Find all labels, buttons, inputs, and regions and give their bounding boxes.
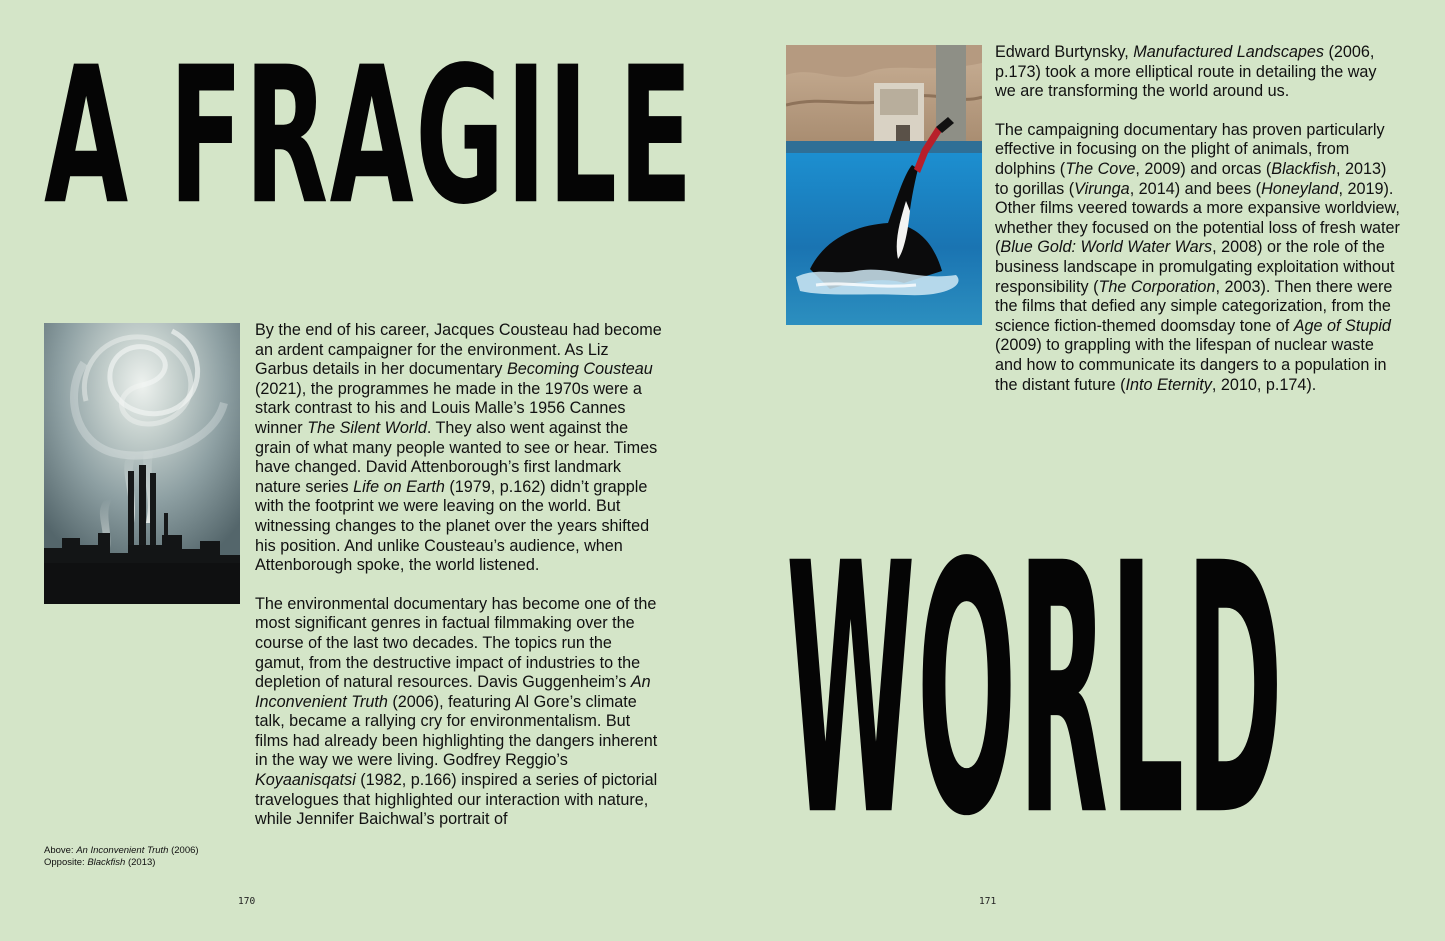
an-inconvenient-truth-image xyxy=(44,323,240,604)
film-title: Becoming Cousteau xyxy=(506,360,653,379)
left-paragraph-2 xyxy=(255,595,665,830)
text-run: (2006, p.173) took a more elliptical route in detailing the way we are transforming the world around us. xyxy=(995,43,1377,101)
text-run: , 2003). Then there were the films that defied any simple categorization, from the science fiction-themed doomsday tone of xyxy=(995,277,1393,335)
headline-line-2: WORLD xyxy=(786,491,1285,894)
text-run: , 2008) or the role of the business landscape in promulgating exploitation without responsibility ( xyxy=(995,238,1395,296)
film-title: Virunga xyxy=(1074,179,1130,198)
headline-line-1: A FRAGILE xyxy=(44,25,695,247)
film-title: Life on Earth xyxy=(353,477,445,496)
caption-year: (2013) xyxy=(125,857,156,868)
film-title: Manufactured Landscapes xyxy=(1133,43,1325,61)
film-title: Blackfish xyxy=(1271,159,1337,178)
right-body-text xyxy=(995,43,1400,395)
text-run: , 2014) and bees ( xyxy=(1129,179,1262,198)
text-run: (1979, p.162) didn’t grapple with the footprint we were leaving on the world. But witnessing changes to the planet over the years shifted his position. And unlike Cousteau’s audience, when Attenborough spoke, the world listened. xyxy=(255,477,650,575)
text-run: , 2010, p.174). xyxy=(1211,375,1317,394)
text-run: Edward Burtynsky, xyxy=(995,43,1134,61)
page-number-left: 170 xyxy=(238,896,256,907)
film-title: Honeyland xyxy=(1261,179,1339,198)
text-run: (2021), the programmes he made in the 1970s were a stark contrast to his and Louis Malle’s 1956 Cannes winner xyxy=(255,379,642,437)
text-run: . They also went against the grain of what many people wanted to see or hear. Times have changed. David Attenborough’s first landmark nature series xyxy=(255,418,658,496)
text-run: The campaigning documentary has proven particularly effective in focusing on the plight of animals, from dolphins ( xyxy=(995,120,1385,178)
text-run: , 2009) and orcas ( xyxy=(1135,159,1272,178)
text-run: By the end of his career, Jacques Cousteau had become an ardent campaigner for the environment. As Liz Garbus details in her documentary xyxy=(255,321,662,379)
caption-title: An Inconvenient Truth xyxy=(76,845,169,856)
blackfish-image xyxy=(786,45,982,325)
caption-title: Blackfish xyxy=(87,857,126,868)
text-run: , 2013) to gorillas ( xyxy=(995,159,1387,198)
film-title: The Corporation xyxy=(1098,277,1216,296)
text-run: (1982, p.166) inspired a series of pictorial travelogues that highlighted our interaction with nature, while Jennifer Baichwal’s portrait of xyxy=(255,771,658,829)
text-run: (2006), featuring Al Gore’s climate talk, became a rallying cry for environmentalism. But films had already been highlighting the dangers inherent in the way we were living. Godfrey Reggio’s xyxy=(255,692,658,770)
text-run: (2009) to grappling with the lifespan of nuclear waste and how to communicate its dangers to a population in the distant future ( xyxy=(995,336,1387,394)
left-paragraph-1 xyxy=(255,321,665,576)
page-number-right: 171 xyxy=(979,896,997,907)
film-title: The Silent World xyxy=(307,418,427,437)
film-title: An Inconvenient Truth xyxy=(255,673,651,711)
film-title: The Cove xyxy=(1065,159,1136,178)
right-page xyxy=(722,0,1445,941)
film-title: Koyaanisqatsi xyxy=(255,771,356,790)
right-paragraph-1 xyxy=(995,43,1400,102)
right-paragraph-2 xyxy=(995,121,1400,395)
caption-year: (2006) xyxy=(168,845,199,856)
text-run: , 2019). Other films veered towards a more expansive worldview, whether they focused on the potential loss of fresh water ( xyxy=(995,179,1400,257)
left-page xyxy=(0,0,722,941)
caption-opposite xyxy=(44,857,199,869)
text-run: The environmental documentary has become one of the most significant genres in factual filmmaking over the course of the last two decades. The topics run the gamut, from the destructive impact of industries to the depletion of natural resources. Davis Guggenheim’s xyxy=(255,594,657,692)
caption-label: Above: xyxy=(44,845,77,856)
film-title: Into Eternity xyxy=(1125,375,1212,394)
photo-caption xyxy=(44,845,199,869)
caption-above xyxy=(44,845,199,857)
left-body-text xyxy=(255,321,665,830)
caption-label: Opposite: xyxy=(44,857,88,868)
film-title: Blue Gold: World Water Wars xyxy=(1000,238,1213,257)
film-title: Age of Stupid xyxy=(1293,316,1391,335)
